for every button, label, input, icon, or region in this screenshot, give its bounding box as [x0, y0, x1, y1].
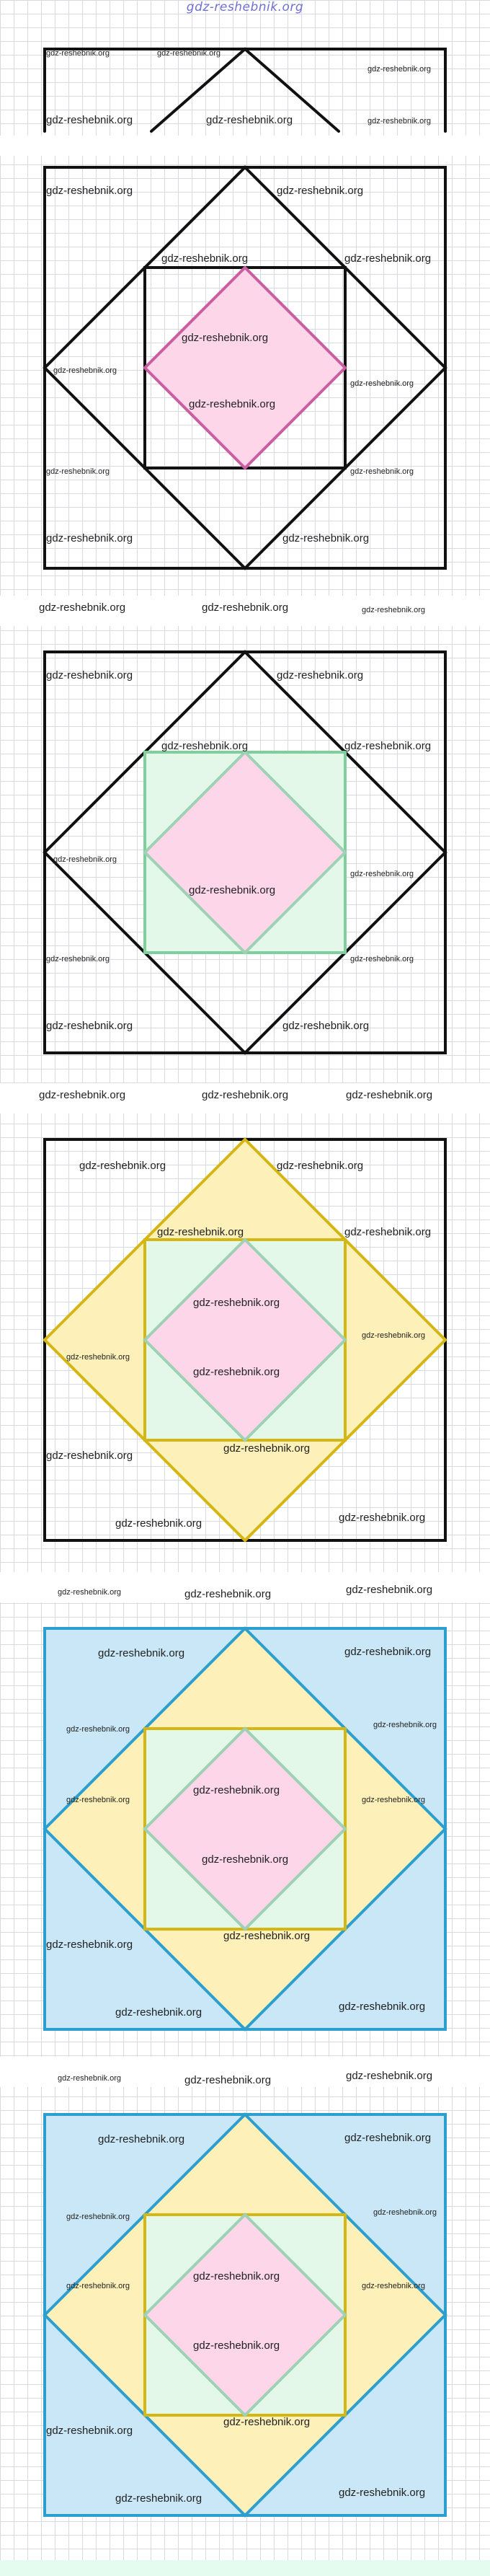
- watermark: gdz-reshebnik.org: [368, 117, 432, 125]
- watermark: gdz-reshebnik.org: [362, 1796, 426, 1804]
- watermark: gdz-reshebnik.org: [66, 1353, 130, 1362]
- watermark: gdz-reshebnik.org: [66, 2213, 130, 2221]
- watermark: gdz-reshebnik.org: [189, 884, 276, 896]
- watermark: gdz-reshebnik.org: [184, 2074, 272, 2086]
- watermark: gdz-reshebnik.org: [339, 2487, 426, 2499]
- spacer: [0, 136, 490, 156]
- watermark: gdz-reshebnik.org: [161, 740, 249, 752]
- watermark: gdz-reshebnik.org: [223, 2416, 311, 2428]
- figure-6-blue: [0, 2112, 490, 2537]
- watermark: gdz-reshebnik.org: [339, 2001, 426, 2013]
- watermark: gdz-reshebnik.org: [115, 2492, 202, 2505]
- watermark: gdz-reshebnik.org: [46, 955, 110, 963]
- watermark: gdz-reshebnik.org: [339, 1512, 426, 1524]
- watermark: gdz-reshebnik.org: [161, 252, 249, 265]
- watermark: gdz-reshebnik.org: [350, 870, 414, 878]
- watermark: gdz-reshebnik.org: [46, 532, 133, 544]
- center-diamond: [145, 268, 345, 468]
- watermark: gdz-reshebnik.org: [193, 1366, 280, 1378]
- site-header-logo[interactable]: gdz-reshebnik.org: [186, 0, 304, 14]
- watermark: gdz-reshebnik.org: [193, 1784, 280, 1796]
- watermark: gdz-reshebnik.org: [277, 669, 364, 682]
- watermark: gdz-reshebnik.org: [373, 1721, 437, 1729]
- watermark: gdz-reshebnik.org: [66, 2282, 130, 2290]
- watermark: gdz-reshebnik.org: [202, 1089, 289, 1101]
- watermark: gdz-reshebnik.org: [346, 2070, 433, 2082]
- figure-2-pink: [0, 164, 490, 590]
- watermark: gdz-reshebnik.org: [39, 601, 126, 614]
- watermark: gdz-reshebnik.org: [202, 1853, 289, 1866]
- watermark: gdz-reshebnik.org: [58, 1588, 122, 1597]
- watermark: gdz-reshebnik.org: [66, 1725, 130, 1734]
- watermark: gdz-reshebnik.org: [46, 669, 133, 682]
- watermark: gdz-reshebnik.org: [46, 1938, 133, 1951]
- watermark: gdz-reshebnik.org: [53, 366, 117, 375]
- watermark: gdz-reshebnik.org: [277, 185, 364, 197]
- watermark: gdz-reshebnik.org: [46, 467, 110, 476]
- watermark: gdz-reshebnik.org: [282, 532, 370, 544]
- watermark: gdz-reshebnik.org: [344, 2132, 432, 2144]
- figure-4-yellow: [0, 1137, 490, 1562]
- watermark: gdz-reshebnik.org: [344, 1646, 432, 1658]
- watermark: gdz-reshebnik.org: [53, 855, 117, 864]
- watermark: gdz-reshebnik.org: [157, 1226, 244, 1238]
- watermark: gdz-reshebnik.org: [157, 49, 221, 58]
- watermark: gdz-reshebnik.org: [189, 398, 276, 410]
- watermark: gdz-reshebnik.org: [346, 1089, 433, 1101]
- watermark: gdz-reshebnik.org: [362, 606, 426, 614]
- watermark: gdz-reshebnik.org: [46, 1450, 133, 1462]
- watermark: gdz-reshebnik.org: [115, 1517, 202, 1530]
- watermark: gdz-reshebnik.org: [350, 467, 414, 476]
- watermark: gdz-reshebnik.org: [344, 740, 432, 752]
- watermark: gdz-reshebnik.org: [362, 1331, 426, 1340]
- watermark: gdz-reshebnik.org: [193, 1297, 280, 1309]
- figure-5-blue: [0, 1626, 490, 2051]
- watermark: gdz-reshebnik.org: [46, 114, 133, 126]
- watermark: gdz-reshebnik.org: [223, 1442, 311, 1455]
- watermark: gdz-reshebnik.org: [46, 49, 110, 58]
- watermark: gdz-reshebnik.org: [46, 2425, 133, 2437]
- watermark: gdz-reshebnik.org: [66, 1796, 130, 1804]
- watermark: gdz-reshebnik.org: [202, 601, 289, 614]
- watermark: gdz-reshebnik.org: [46, 1020, 133, 1032]
- watermark: gdz-reshebnik.org: [282, 1020, 370, 1032]
- watermark: gdz-reshebnik.org: [373, 2208, 437, 2217]
- watermark: gdz-reshebnik.org: [223, 1930, 311, 1942]
- watermark: gdz-reshebnik.org: [277, 1160, 364, 1172]
- watermark: gdz-reshebnik.org: [206, 114, 293, 126]
- watermark: gdz-reshebnik.org: [193, 2339, 280, 2352]
- watermark: gdz-reshebnik.org: [362, 2282, 426, 2290]
- footer-strip: [0, 2560, 490, 2576]
- watermark: gdz-reshebnik.org: [98, 1647, 185, 1659]
- watermark: gdz-reshebnik.org: [346, 1584, 433, 1596]
- watermark: gdz-reshebnik.org: [193, 2270, 280, 2282]
- watermark: gdz-reshebnik.org: [184, 1588, 272, 1600]
- watermark: gdz-reshebnik.org: [39, 1089, 126, 1101]
- watermark: gdz-reshebnik.org: [115, 2006, 202, 2019]
- watermark: gdz-reshebnik.org: [350, 955, 414, 963]
- watermark: gdz-reshebnik.org: [182, 332, 269, 344]
- watermark: gdz-reshebnik.org: [344, 252, 432, 265]
- watermark: gdz-reshebnik.org: [98, 2133, 185, 2145]
- watermark: gdz-reshebnik.org: [368, 65, 432, 74]
- watermark: gdz-reshebnik.org: [350, 379, 414, 388]
- watermark: gdz-reshebnik.org: [344, 1226, 432, 1238]
- watermark: gdz-reshebnik.org: [46, 185, 133, 197]
- watermark: gdz-reshebnik.org: [58, 2074, 122, 2083]
- watermark: gdz-reshebnik.org: [79, 1160, 166, 1172]
